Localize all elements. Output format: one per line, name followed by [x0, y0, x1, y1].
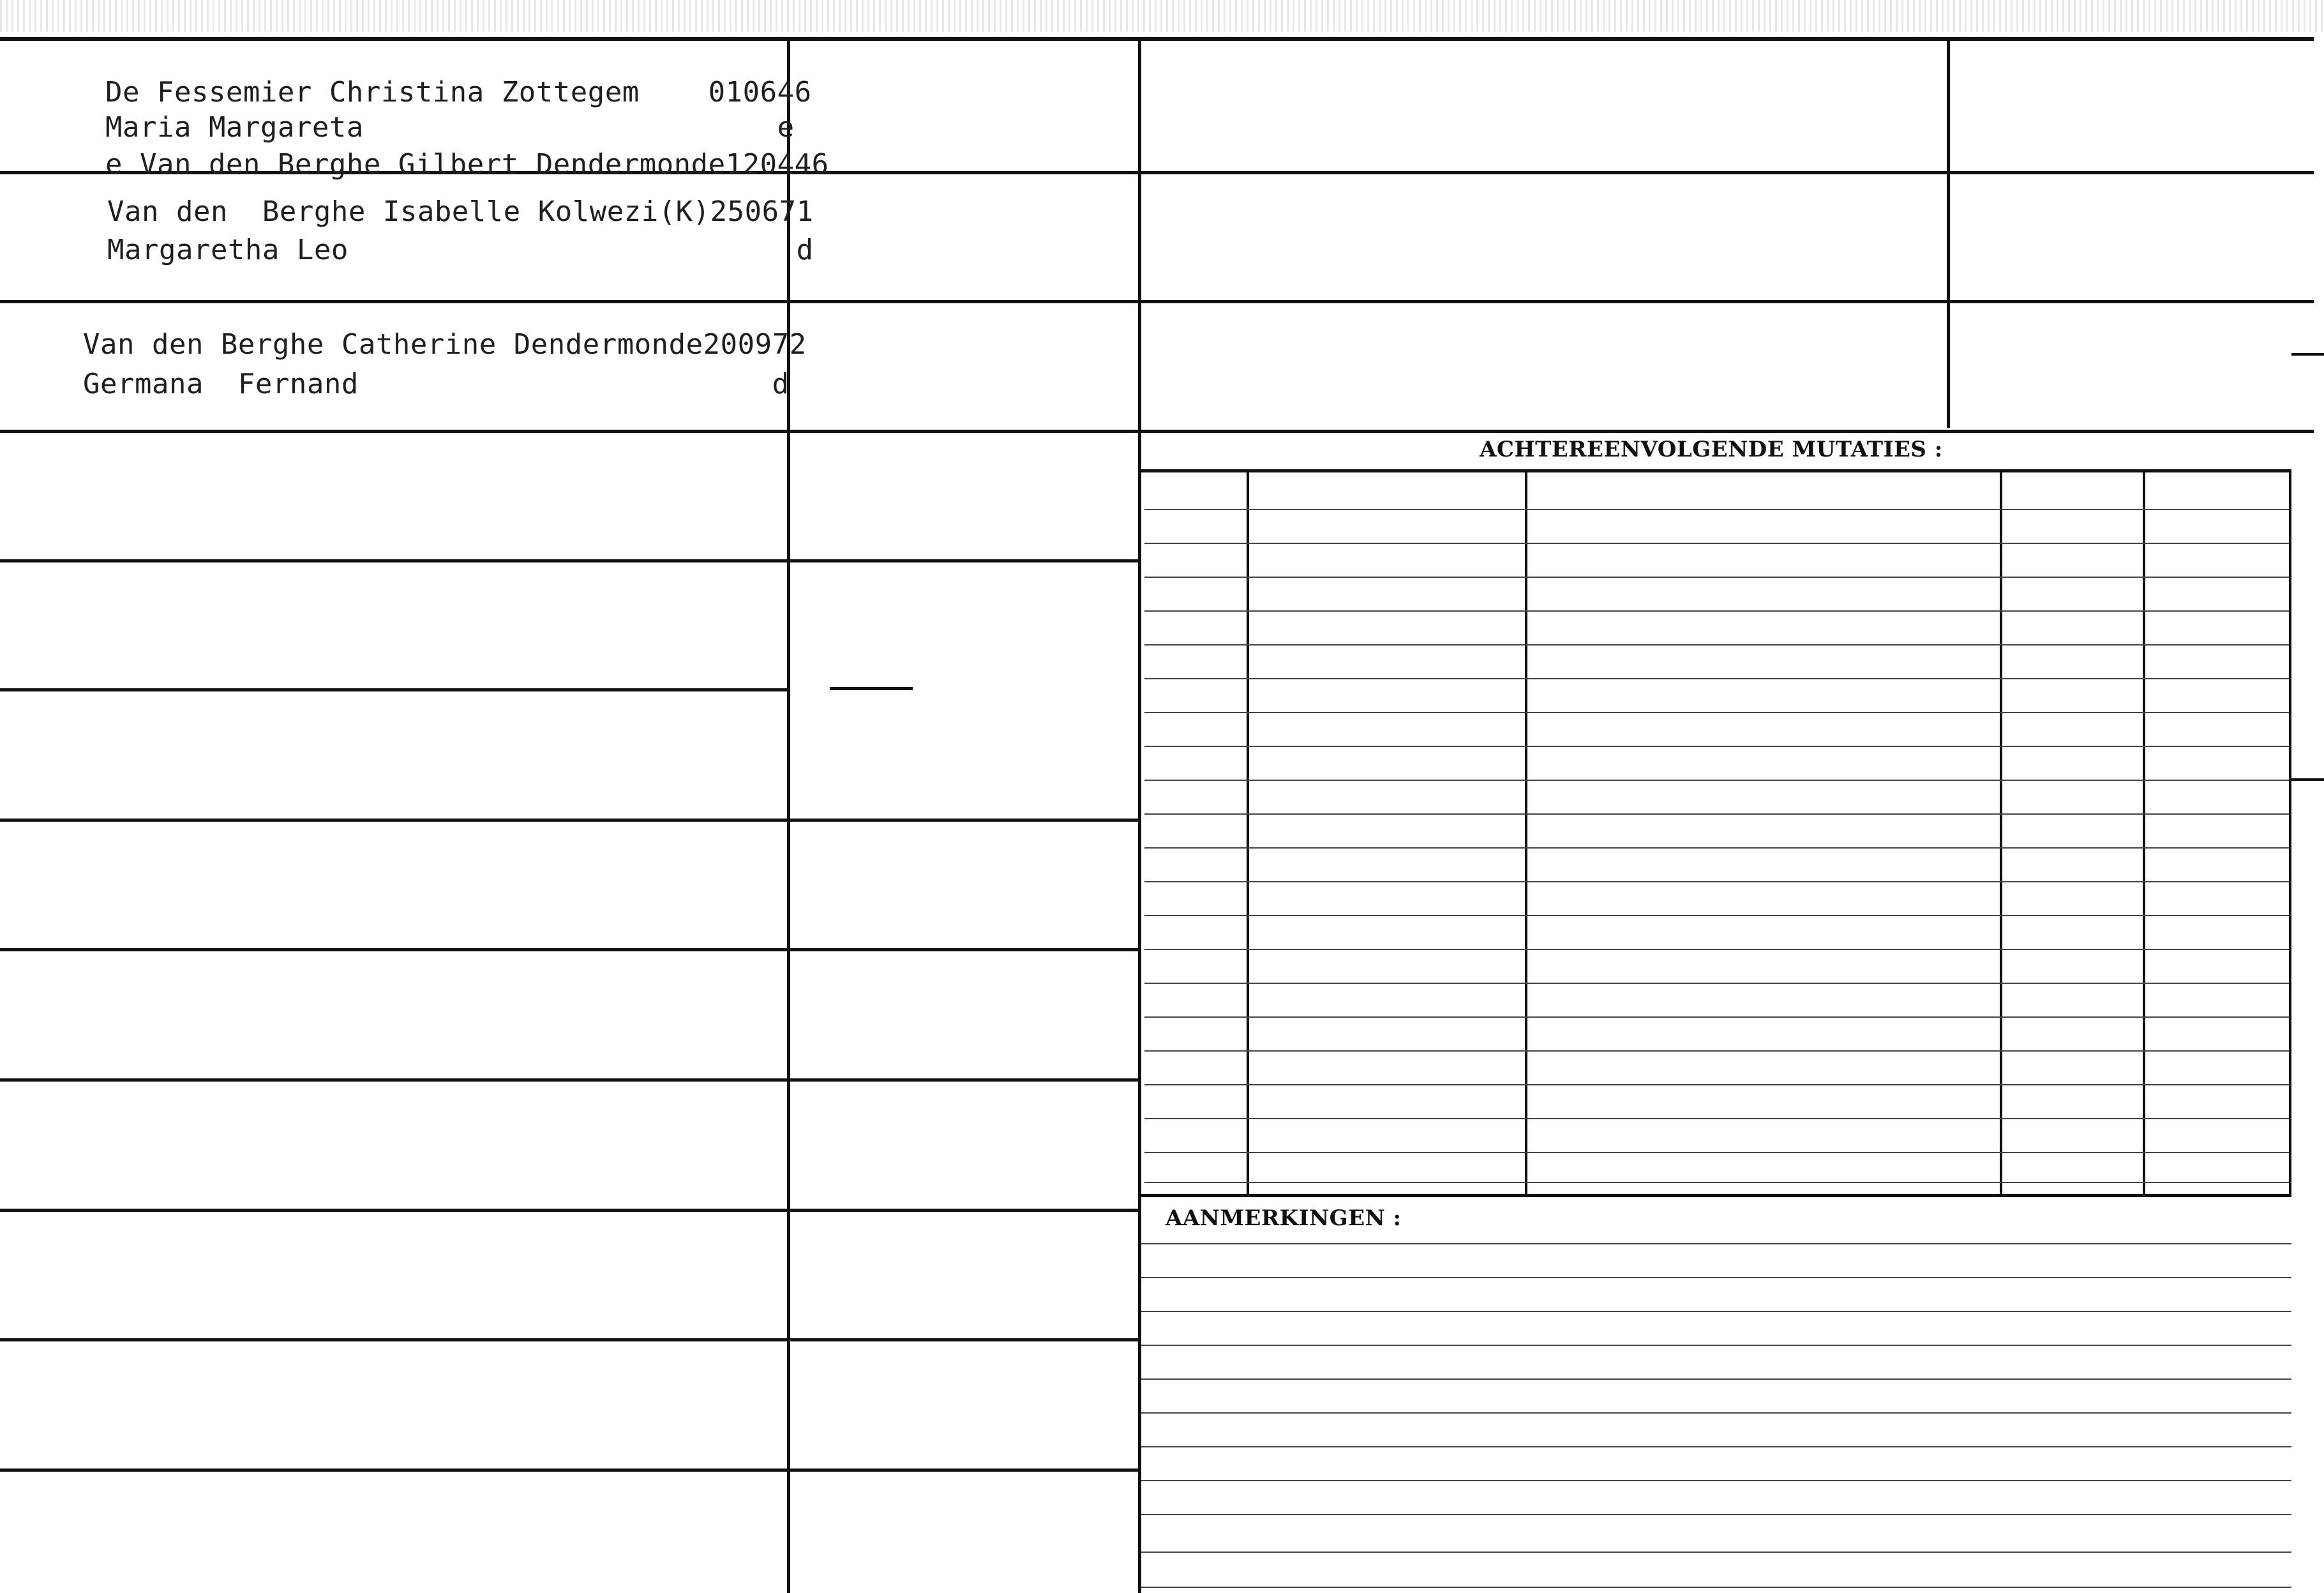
entry-3-line-1: Van den Berghe Catherine Dendermonde200972 [83, 328, 807, 361]
left-row-separator [0, 819, 787, 822]
left-row-separator [0, 948, 787, 951]
right-upper-divider [1947, 41, 1950, 428]
left-row-separator [0, 1209, 787, 1212]
middle-row-separator [790, 430, 1138, 433]
mutations-grid-top [1141, 469, 2291, 472]
top-border [0, 37, 2314, 41]
entry-2-line-1: Van den Berghe Isabelle Kolwezi(K)250671 [107, 195, 814, 228]
mutations-grid-col [1525, 469, 1527, 1197]
middle-row-separator [790, 1468, 1138, 1472]
middle-row-separator [790, 559, 1138, 562]
entry-1-line-3: e Van den Berghe Gilbert Dendermonde120446 [105, 148, 829, 181]
remarks-heading: AANMERKINGEN : [1166, 1205, 1402, 1231]
left-column-divider [787, 41, 790, 1593]
left-row-separator [0, 1338, 787, 1341]
middle-row-separator [790, 171, 1138, 174]
mutations-grid-bottom [1141, 1194, 2291, 1197]
left-row-separator [0, 1468, 787, 1472]
middle-row-separator [790, 300, 1138, 303]
mutations-heading: ACHTEREENVOLGENDE MUTATIES : [1480, 437, 1943, 462]
right-row-separator [1141, 430, 2314, 433]
left-row-separator [0, 430, 787, 433]
right-row-separator [1141, 300, 2314, 303]
entry-2-line-2: Margaretha Leo d [107, 234, 814, 266]
mutations-grid-col [2000, 469, 2002, 1197]
middle-row-separator [790, 819, 1138, 822]
middle-column-divider [1138, 41, 1141, 1593]
mutations-grid-col [1247, 469, 1249, 1197]
left-row-separator [0, 300, 787, 303]
entry-3-line-2: Germana Fernand d [83, 368, 790, 400]
middle-row-separator [790, 1209, 1138, 1212]
entry-1-line-1: De Fessemier Christina Zottegem 010646 [105, 76, 812, 109]
edge-tick [2291, 778, 2324, 781]
middle-row-separator [790, 948, 1138, 951]
left-row-separator [0, 688, 787, 691]
edge-tick [2291, 353, 2324, 356]
left-row-separator [0, 559, 787, 562]
left-row-separator [0, 1078, 787, 1082]
mutations-grid-col [2143, 469, 2145, 1197]
mutations-grid-col [2289, 469, 2291, 1197]
right-row-separator [1141, 171, 2314, 174]
middle-row-separator [790, 1338, 1138, 1341]
entry-1-line-2: Maria Margareta e [105, 111, 795, 144]
scan-top-strip [0, 0, 2324, 32]
middle-row-separator [790, 1078, 1138, 1082]
middle-row-separator [830, 687, 913, 690]
